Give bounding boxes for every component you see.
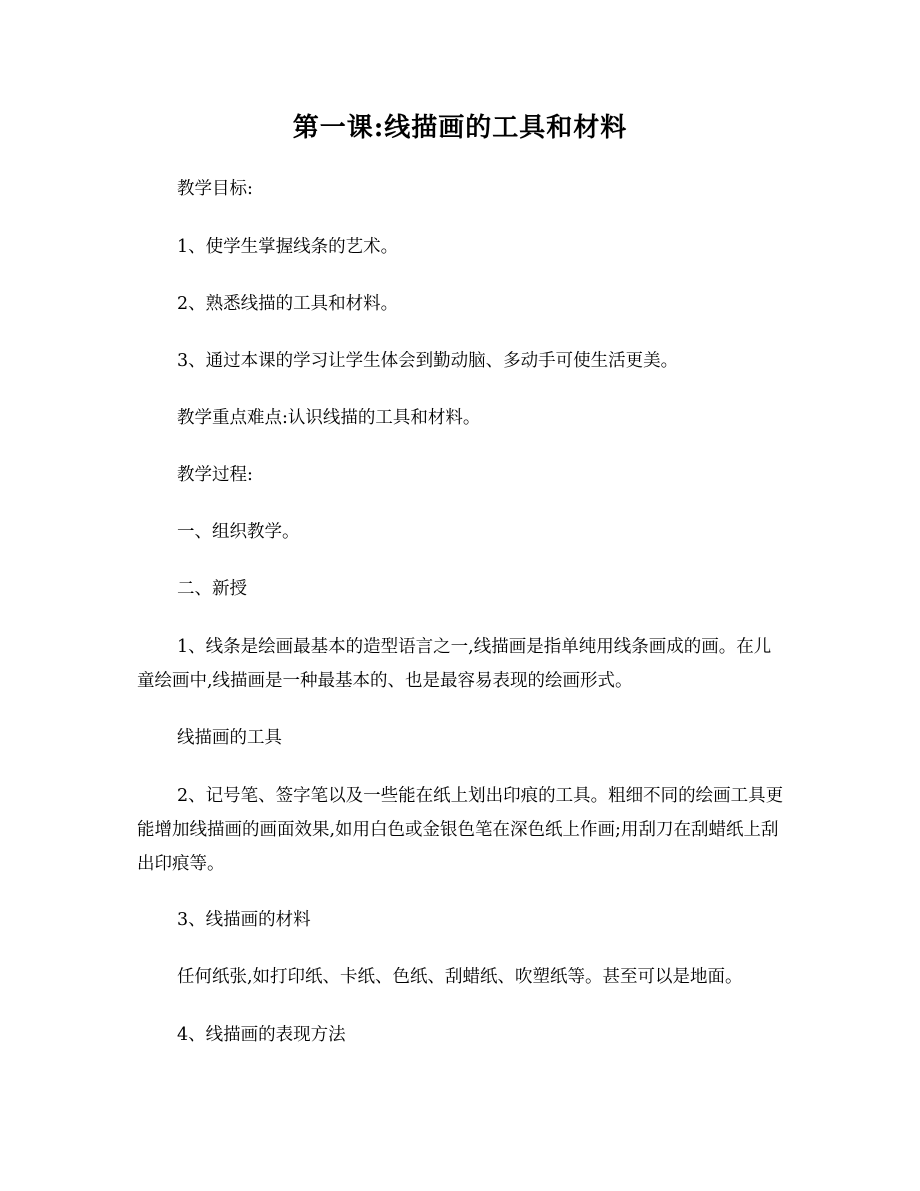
paragraph-point-1: 1、线条是绘画最基本的造型语言之一,线描画是指单纯用线条画成的画。在儿童绘画中,线描画是一种最基本的、也是最容易表现的绘画形式。 [137,637,772,691]
paragraph-key-points: 教学重点难点:认识线描的工具和材料。 [177,408,481,428]
paragraph-tools-heading: 线描画的工具 [177,728,282,748]
paragraph-point-2: 2、记号笔、签字笔以及一些能在纸上划出印痕的工具。粗细不同的绘画工具更能增加线描画的画面效果,如用白色或金银色笔在深色纸上作画;用刮刀在刮蜡纸上刮出印痕等。 [137,786,784,874]
paragraph-objective-1: 1、使学生掌握线条的艺术。 [177,237,399,257]
paragraph-point-3: 3、线描画的材料 [177,910,311,930]
paragraph-step-two: 二、新授 [177,579,247,599]
paragraph-objective-3: 3、通过本课的学习让学生体会到勤动脑、多动手可使生活更美。 [177,351,679,371]
paragraph-step-one: 一、组织教学。 [177,522,300,542]
paragraph-materials-list: 任何纸张,如打印纸、卡纸、色纸、刮蜡纸、吹塑纸等。甚至可以是地面。 [177,967,743,987]
paragraph-objectives-heading: 教学目标: [177,179,253,199]
paragraph-process-heading: 教学过程: [177,465,253,485]
paragraph-objective-2: 2、熟悉线描的工具和材料。 [177,294,399,314]
paragraph-point-4: 4、线描画的表现方法 [177,1025,346,1045]
document-title: 第一课:线描画的工具和材料 [292,113,628,143]
